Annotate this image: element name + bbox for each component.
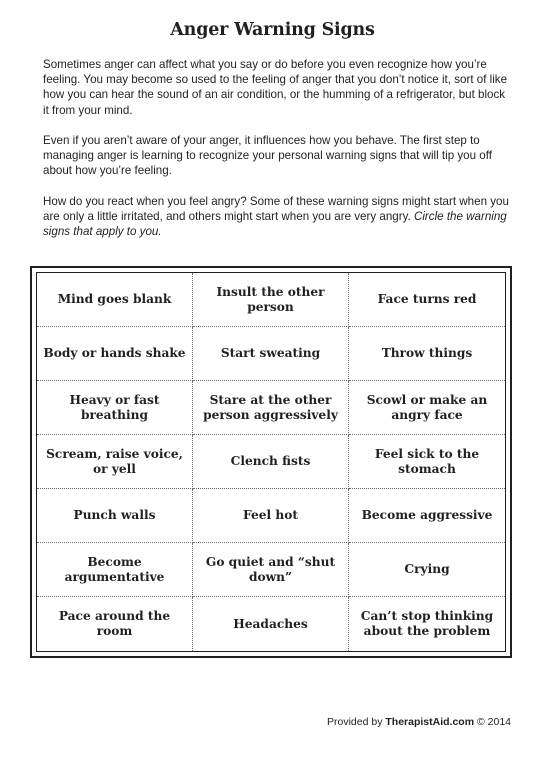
page-title: Anger Warning Signs bbox=[170, 20, 375, 40]
circle-instruction: Circle the warning signs that apply to you. bbox=[43, 210, 507, 239]
footer-prefix: Provided by bbox=[327, 716, 386, 728]
warning-sign-cell[interactable]: Become aggressive bbox=[349, 489, 505, 543]
warning-sign-cell[interactable]: Pace around the room bbox=[37, 597, 193, 651]
warning-sign-cell[interactable]: Become argumentative bbox=[37, 543, 193, 597]
warning-sign-cell[interactable]: Feel sick to the stomach bbox=[349, 435, 505, 489]
footer-copyright: © 2014 bbox=[474, 716, 511, 728]
intro-question-text: How do you react when you feel angry? Some of these warning signs might start when you are only a little irritated, and others might start when you are very angry. bbox=[43, 195, 509, 224]
intro-paragraph-2: Even if you aren’t aware of your anger, it influences how you behave. The first step to managing anger is learning to recognize your personal warning signs that will tip you off about how you’re feeling. bbox=[43, 134, 492, 178]
warning-sign-cell[interactable]: Mind goes blank bbox=[37, 273, 193, 327]
warning-sign-cell[interactable]: Go quiet and “shut down” bbox=[193, 543, 349, 597]
warning-sign-cell[interactable]: Scowl or make an angry face bbox=[349, 381, 505, 435]
warning-sign-cell[interactable]: Scream, raise voice, or yell bbox=[37, 435, 193, 489]
intro-paragraph-3 bbox=[43, 194, 513, 240]
footer-credit bbox=[327, 716, 511, 728]
warning-sign-cell[interactable]: Insult the other person bbox=[193, 273, 349, 327]
warning-sign-cell[interactable]: Punch walls bbox=[37, 489, 193, 543]
intro-paragraph-1: Sometimes anger can affect what you say or do before you even recognize how you’re feeling. You may become so used to the feeling of anger that you don’t notice it, sort of like how you can hear the sound of an air condition, or the humming of a refrigerator, but block it from your mind. bbox=[43, 58, 508, 117]
warning-sign-cell[interactable]: Start sweating bbox=[193, 327, 349, 381]
footer-brand-link[interactable]: TherapistAid.com bbox=[385, 716, 475, 728]
warning-sign-cell[interactable]: Crying bbox=[349, 543, 505, 597]
warning-sign-cell[interactable]: Face turns red bbox=[349, 273, 505, 327]
warning-sign-cell[interactable]: Heavy or fast breathing bbox=[37, 381, 193, 435]
warning-signs-grid bbox=[36, 272, 506, 652]
warning-sign-cell[interactable]: Headaches bbox=[193, 597, 349, 651]
warning-sign-cell[interactable]: Clench fists bbox=[193, 435, 349, 489]
warning-sign-cell[interactable]: Feel hot bbox=[193, 489, 349, 543]
warning-signs-table bbox=[30, 266, 512, 658]
warning-sign-cell[interactable]: Body or hands shake bbox=[37, 327, 193, 381]
warning-sign-cell[interactable]: Throw things bbox=[349, 327, 505, 381]
warning-sign-cell[interactable]: Can’t stop thinking about the problem bbox=[360, 609, 494, 638]
warning-sign-cell[interactable]: Stare at the other person aggressively bbox=[193, 381, 349, 435]
